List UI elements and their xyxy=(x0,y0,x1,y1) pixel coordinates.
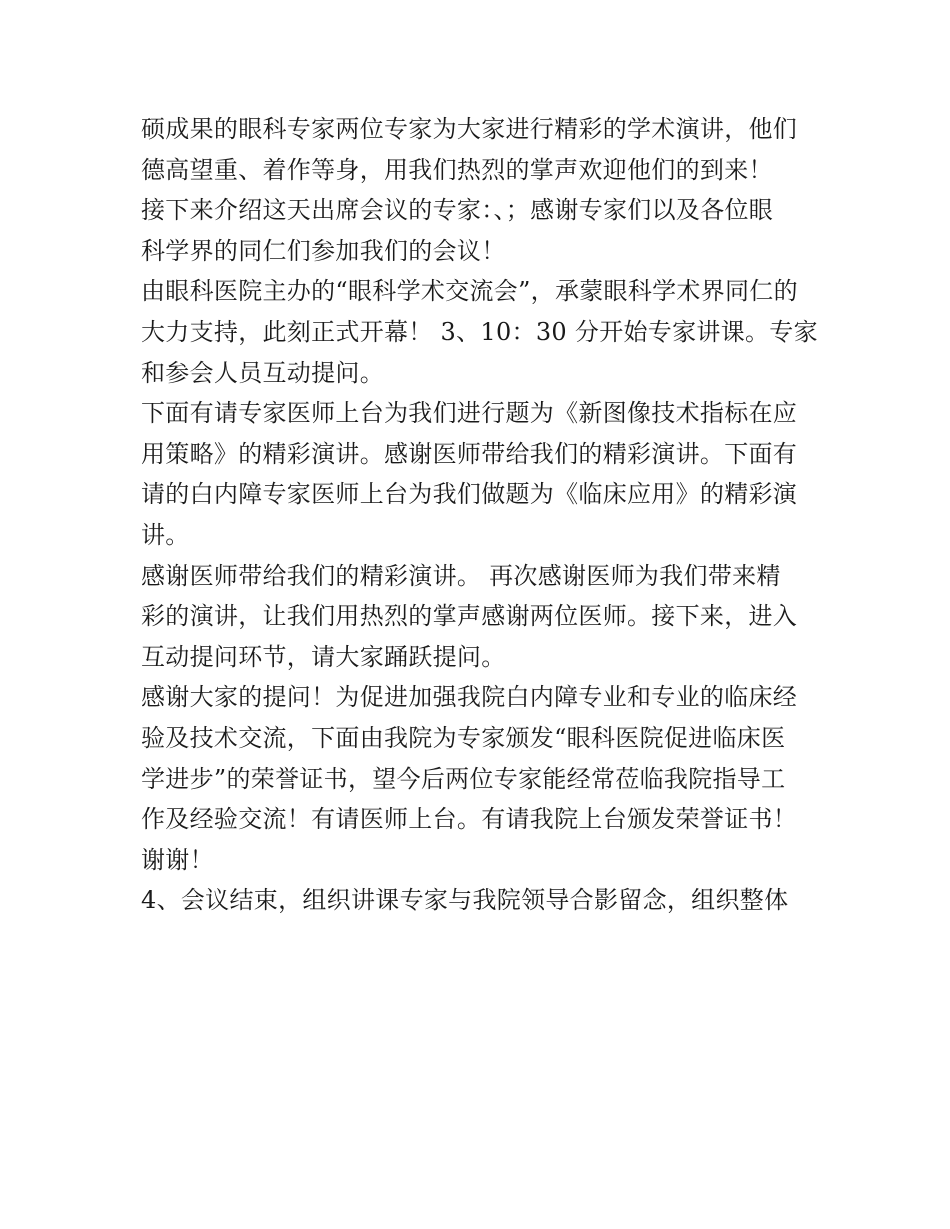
text-line: 接下来介绍这天出席会议的专家：、；感谢专家们以及各位眼 xyxy=(141,196,774,225)
text-line: 作及经验交流！有请医师上台。有请我院上台颁发荣誉证书！ xyxy=(141,805,798,834)
text-line: 彩的演讲，让我们用热烈的掌声感谢两位医师。接下来，进入 xyxy=(141,602,798,631)
text-line: 感谢医师带给我们的精彩演讲。 再次感谢医师为我们带来精 xyxy=(141,561,781,590)
text-line: 大力支持，此刻正式开幕！ 3、10：30 分开始专家讲课。专家 xyxy=(141,317,818,346)
text-line: 讲。 xyxy=(141,520,190,549)
text-line: 4、会议结束，组织讲课专家与我院领导合影留念，组织整体 xyxy=(141,886,789,915)
text-line: 下面有请专家医师上台为我们进行题为《新图像技术指标在应 xyxy=(141,399,798,428)
text-line: 请的白内障专家医师上台为我们做题为《临床应用》的精彩演 xyxy=(141,480,798,509)
text-line: 验及技术交流，下面由我院为专家颁发“眼科医院促进临床医 xyxy=(141,723,786,752)
text-line: 互动提问环节，请大家踊跃提问。 xyxy=(141,642,506,671)
text-line: 和参会人员互动提问。 xyxy=(141,358,384,387)
text-line: 德高望重、着作等身，用我们热烈的掌声欢迎他们的到来！ xyxy=(141,155,773,184)
text-line: 硕成果的眼科专家两位专家为大家进行精彩的学术演讲，他们 xyxy=(141,115,798,143)
text-line: 感谢大家的提问！为促进加强我院白内障专业和专业的临床经 xyxy=(141,683,798,712)
document-body xyxy=(141,109,818,921)
text-line: 学进步”的荣誉证书，望今后两位专家能经常莅临我院指导工 xyxy=(141,764,786,793)
text-line: 科学界的同仁们参加我们的会议！ xyxy=(141,236,506,265)
text-line: 由眼科医院主办的“眼科学术交流会”，承蒙眼科学术界同仁的 xyxy=(141,277,798,306)
text-line: 谢谢！ xyxy=(141,845,214,874)
text-line: 用策略》的精彩演讲。感谢医师带给我们的精彩演讲。下面有 xyxy=(141,439,798,468)
